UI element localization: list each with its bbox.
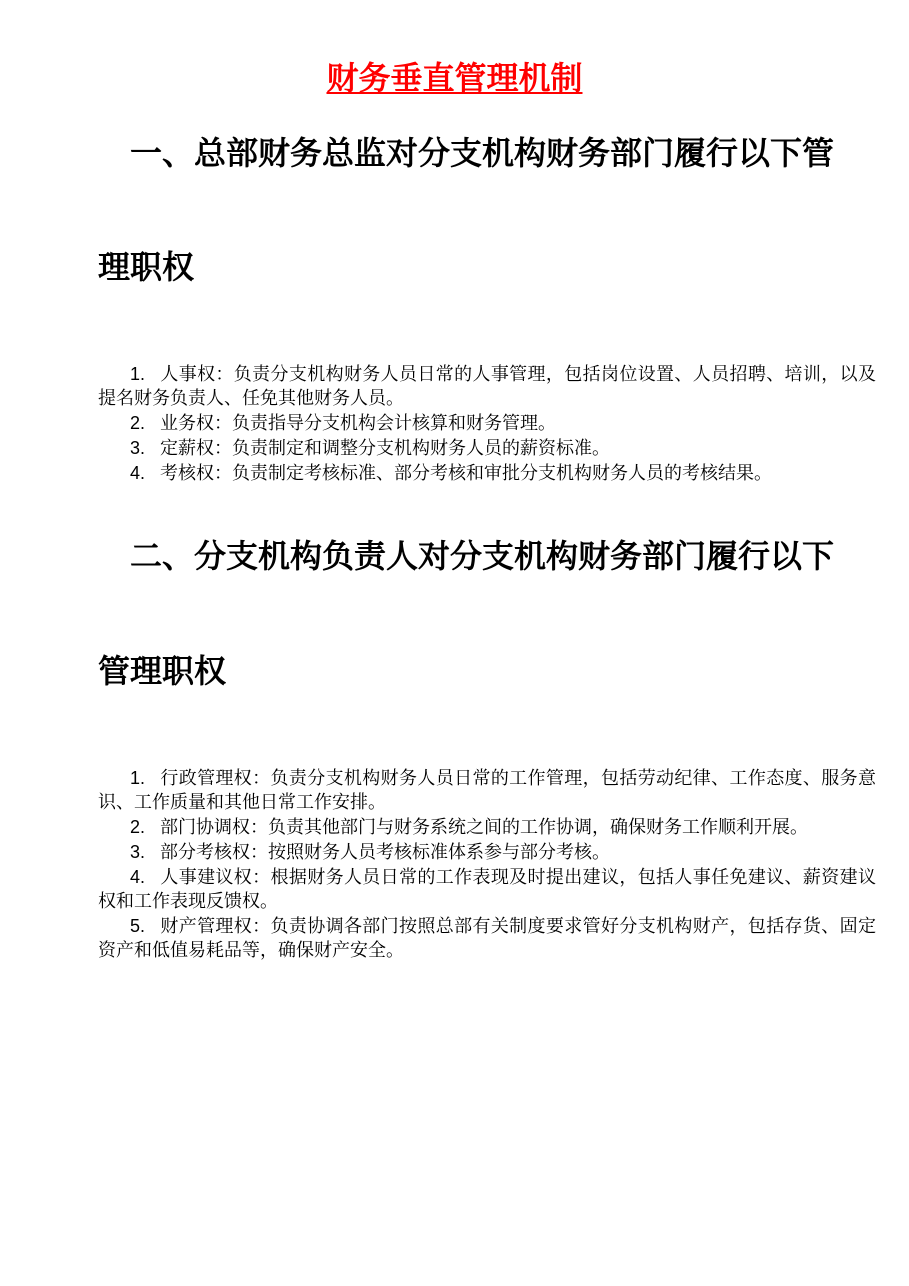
section-1-heading-line2: 理职权 [98, 248, 195, 286]
list-item-text: 业务权：负责指导分支机构会计核算和财务管理。 [160, 413, 556, 434]
list-item [98, 914, 876, 963]
list-item-text: 财产管理权：负责协调各部门按照总部有关制度要求管好分支机构财产，包括存货、固定资产和低值易耗品等，确保财产安全。 [98, 916, 876, 961]
list-item-number: 3. [130, 438, 146, 458]
list-item-number: 2. [130, 817, 146, 837]
section-2-list [98, 766, 876, 963]
document-title: 财务垂直管理机制 [326, 59, 583, 97]
section-2-heading-line1: 二、分支机构负责人对分支机构财务部门履行以下 [130, 537, 835, 575]
list-item [98, 461, 876, 486]
list-item-text: 考核权：负责制定考核标准、部分考核和审批分支机构财务人员的考核结果。 [160, 463, 772, 484]
list-item [98, 840, 876, 865]
list-item-number: 4. [130, 867, 146, 887]
list-item-text: 部门协调权：负责其他部门与财务系统之间的工作协调，确保财务工作顺利开展。 [160, 817, 808, 838]
list-item-number: 1. [130, 768, 146, 788]
list-item-text: 部分考核权：按照财务人员考核标准体系参与部分考核。 [160, 842, 610, 863]
list-item-number: 1. [130, 364, 146, 384]
list-item [98, 436, 876, 461]
list-item-number: 2. [130, 413, 146, 433]
list-item-number: 3. [130, 842, 146, 862]
list-item-text: 定薪权：负责制定和调整分支机构财务人员的薪资标准。 [160, 438, 610, 459]
list-item [98, 766, 876, 815]
section-1-list [98, 362, 876, 486]
list-item-text: 人事建议权：根据财务人员日常的工作表现及时提出建议，包括人事任免建议、薪资建议权和工作表现反馈权。 [98, 867, 876, 912]
list-item [98, 865, 876, 914]
list-item [98, 362, 876, 411]
list-item-text: 行政管理权：负责分支机构财务人员日常的工作管理，包括劳动纪律、工作态度、服务意识、工作质量和其他日常工作安排。 [98, 768, 876, 813]
section-1-heading-line1: 一、总部财务总监对分支机构财务部门履行以下管 [130, 134, 835, 172]
list-item [98, 411, 876, 436]
list-item-number: 4. [130, 463, 146, 483]
list-item-number: 5. [130, 916, 146, 936]
list-item-text: 人事权：负责分支机构财务人员日常的人事管理，包括岗位设置、人员招聘、培训，以及提名财务负责人、任免其他财务人员。 [98, 364, 876, 409]
list-item [98, 815, 876, 840]
section-2-heading-line2: 管理职权 [98, 652, 227, 690]
